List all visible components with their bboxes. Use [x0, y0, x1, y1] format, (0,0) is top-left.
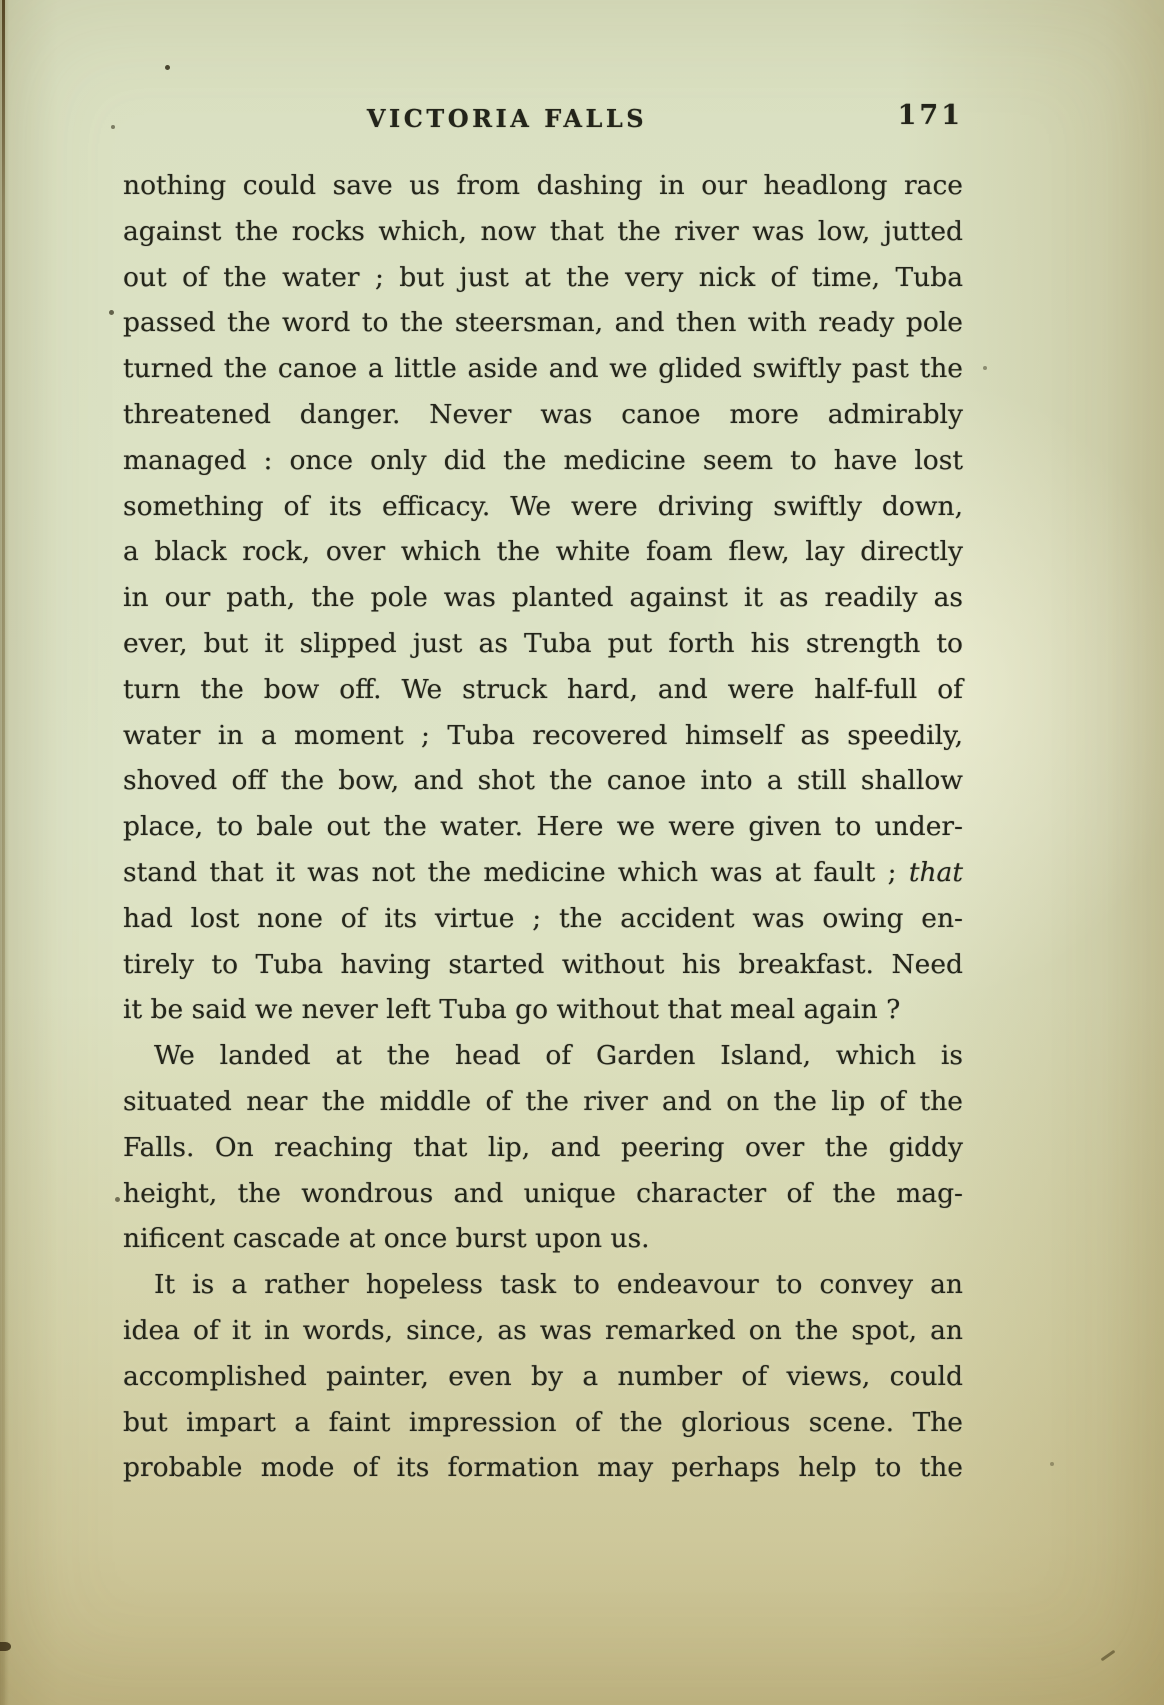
text-line: situated near the middle of the river and on the lip of the	[123, 1085, 963, 1117]
text-line: accomplished painter, even by a number of views, could	[123, 1360, 963, 1392]
text-line: had lost none of its virtue ; the accident was owing en-	[123, 902, 963, 934]
text-line: but impart a faint impression of the glorious scene. The	[123, 1406, 963, 1438]
text-line: height, the wondrous and unique character of the mag-	[123, 1177, 963, 1209]
ink-speck	[165, 65, 170, 70]
paragraph	[123, 163, 963, 1033]
text-line: passed the word to the steersman, and then with ready pole	[123, 307, 963, 339]
paragraph	[123, 1262, 963, 1491]
page-number: 171	[897, 100, 963, 131]
page-header	[123, 100, 963, 148]
text-line: a black rock, over which the white foam flew, lay directly	[123, 536, 963, 568]
ink-speck	[115, 1197, 120, 1202]
ink-speck	[0, 1642, 11, 1651]
text-line: Falls. On reaching that lip, and peering over the giddy	[123, 1131, 963, 1163]
text-line: idea of it in words, since, as was remarked on the spot, an	[123, 1314, 963, 1346]
ink-speck	[983, 366, 987, 370]
text-line: it be said we never left Tuba go without that meal again ?	[123, 994, 901, 1026]
text-block	[123, 163, 963, 1491]
text-line: It is a rather hopeless task to endeavour to convey an	[154, 1269, 963, 1301]
text-line: probable mode of its formation may perhaps help to the	[123, 1452, 963, 1484]
ink-speck	[111, 125, 115, 129]
running-title: VICTORIA FALLS	[366, 104, 648, 133]
text-line: nothing could save us from dashing in our headlong race	[123, 170, 963, 201]
ink-speck	[1101, 1650, 1116, 1662]
page-edge-line	[2, 0, 5, 1705]
ink-speck	[1050, 1462, 1054, 1466]
text-line: out of the water ; but just at the very nick of time, Tuba	[123, 261, 963, 293]
text-line: stand that it was not the medicine which was at fault ; that	[123, 856, 963, 888]
text-line: managed : once only did the medicine seem to have lost	[123, 444, 963, 476]
text-line: turn the bow off. We struck hard, and were half-full of	[123, 673, 963, 705]
text-line: ever, but it slipped just as Tuba put forth his strength to	[123, 627, 963, 659]
text-line: in our path, the pole was planted against it as readily as	[123, 582, 963, 614]
text-line: nificent cascade at once burst upon us.	[123, 1223, 650, 1255]
text-line: turned the canoe a little aside and we glided swiftly past the	[123, 353, 963, 385]
text-line: water in a moment ; Tuba recovered himself as speedily,	[123, 719, 963, 751]
text-line: against the rocks which, now that the river was low, jutted	[123, 215, 963, 247]
text-line: tirely to Tuba having started without his breakfast. Need	[123, 948, 963, 980]
text-line: something of its efficacy. We were driving swiftly down,	[123, 490, 963, 522]
text-line: shoved off the bow, and shot the canoe into a still shallow	[123, 765, 963, 797]
text-line: place, to bale out the water. Here we were given to under-	[123, 811, 963, 843]
ink-speck	[109, 310, 114, 315]
paragraph	[123, 1033, 963, 1262]
text-line: threatened danger. Never was canoe more admirably	[123, 398, 963, 430]
text-line: We landed at the head of Garden Island, which is	[154, 1040, 963, 1072]
